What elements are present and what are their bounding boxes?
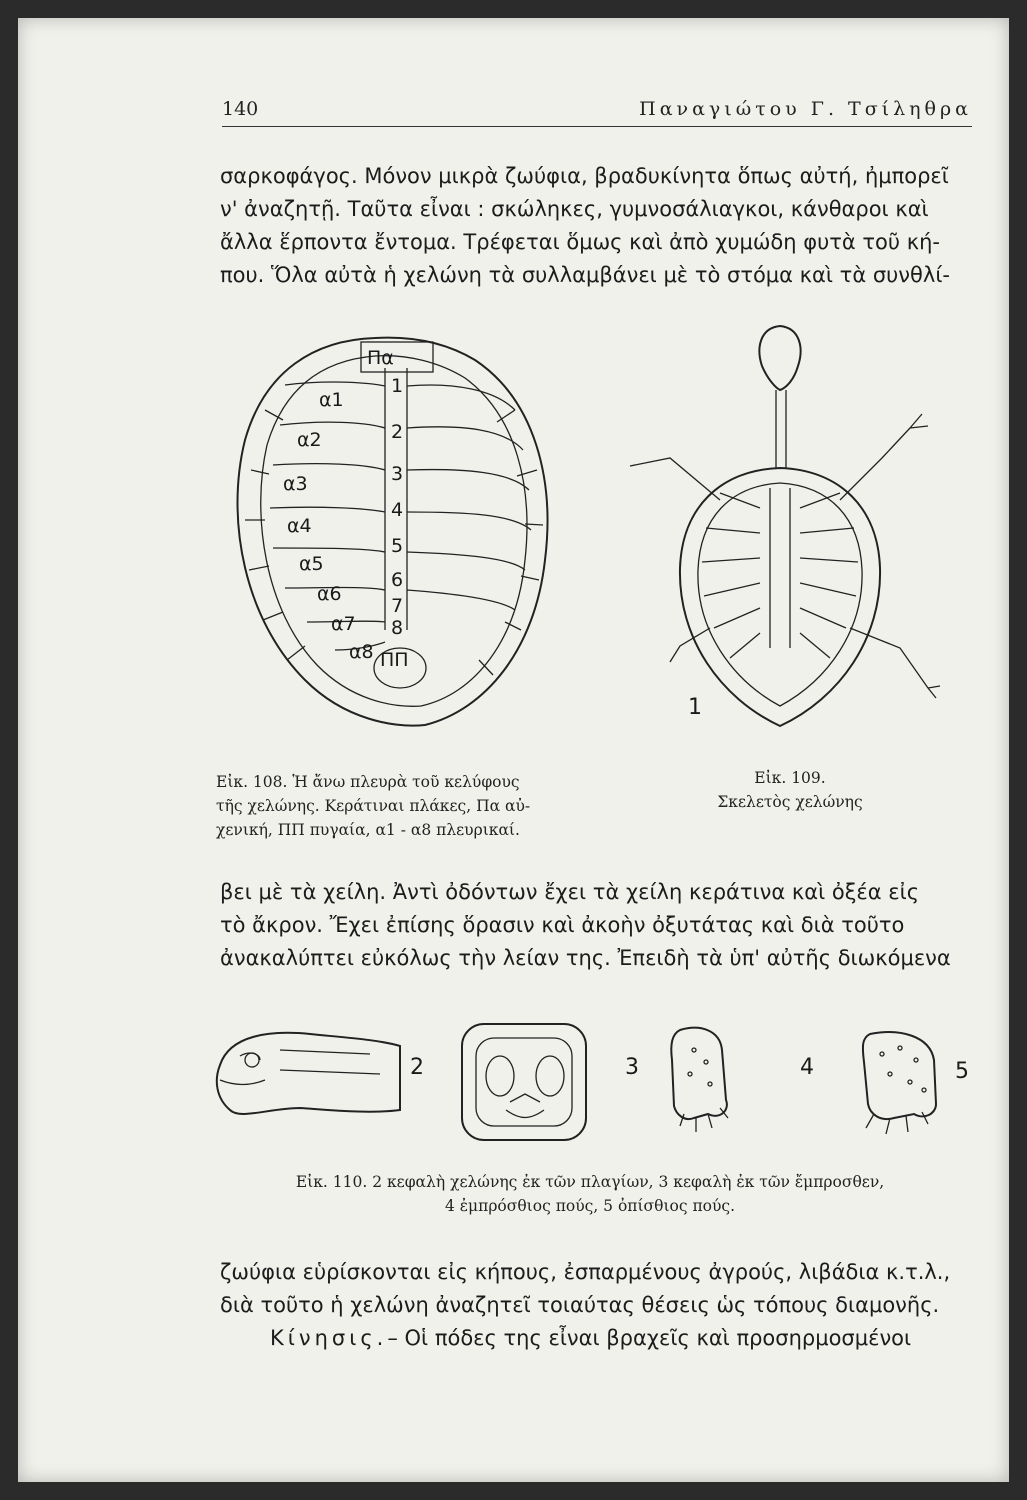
running-head [222,96,972,127]
text-line: – Οἱ πόδες της εἶναι βραχεῖς καὶ προσηρμοσμένοι [387,1326,912,1350]
label-pleural: α8 [349,641,374,663]
skeleton-shell [680,468,880,726]
turtle-head-side [217,1033,400,1114]
neck-vertebrae [776,390,786,468]
text-line-heading [220,1322,976,1355]
skeleton-shell-inner [698,483,862,706]
caption-line: Εἰκ. 108. Ἡ ἄνω πλευρὰ τοῦ κελύφους [216,773,520,791]
caption-fig-108 [216,770,530,842]
figure-110-row [210,1010,980,1160]
caption-line: χενική, ΠΠ πυγαία, α1 - α8 πλευρικαί. [216,821,520,839]
label-vertebral: 3 [391,463,404,485]
text-line: ἄλλα ἕρποντα ἔντομα. Τρέφεται ὅμως καὶ ἀπὸ χυμώδη φυτὰ τοῦ κή- [220,230,940,254]
skull [759,326,800,390]
text-line: βει μὲ τὰ χείλη. Ἀντὶ ὀδόντων ἔχει τὰ χείλη κεράτινα καὶ ὀξέα εἰς [220,880,920,904]
label-pleural: α5 [299,553,324,575]
caption-line: Σκελετὸς χελώνης [717,793,863,811]
text-line: τὸ ἄκρον. Ἔχει ἐπίσης ὅρασιν καὶ ἀκοὴν ὀξυτάτας καὶ διὰ τοῦτο [220,913,905,937]
label-pleural: α2 [297,429,322,451]
figure-108-carapace [225,330,565,740]
label-pleural: α1 [319,389,344,411]
label-vertebral: 6 [391,569,404,591]
caption-line: τῆς χελώνης. Κεράτιναι πλάκες, Πα αὐ- [216,797,531,815]
paragraph-middle [220,876,976,975]
label-vertebral: 2 [391,421,404,443]
text-line: ζωύφια εὑρίσκονται εἰς κήπους, ἐσπαρμένους ἀγρούς, λιβάδια κ.τ.λ., [220,1260,951,1284]
figure-109-skeleton [610,318,960,738]
section-heading: Κίνησις. [270,1326,388,1350]
label-vertebral: 7 [391,595,404,617]
text-line: ν' ἀναζητῇ. Ταῦτα εἶναι : σκώληκες, γυμνοσάλιαγκοι, κάνθαροι καὶ [220,197,929,221]
label-vertebral: 4 [391,499,404,521]
label-pygal: ΠΠ [380,649,409,671]
caption-line: 4 ἐμπρόσθιος πούς, 5 ὀπίσθιος πούς. [444,1197,736,1215]
text-line: σαρκοφάγος. Μόνον μικρὰ ζωύφια, βραδυκίνητα ὅπως αὐτή, ἠμπορεῖ [220,164,949,188]
text-line: διὰ τοῦτο ἡ χελώνη ἀναζητεῖ τοιαύτας θέσεις ὡς τόπους διαμονῆς. [220,1293,940,1317]
page-number: 140 [222,98,259,120]
label-pleural: α4 [287,515,312,537]
label-pleural: α7 [331,613,356,635]
figure-110-number: 5 [955,1059,969,1084]
ribs [702,493,858,658]
caption-fig-110 [230,1170,950,1218]
figure-110-number: 3 [625,1055,639,1080]
label-vertebral: 8 [391,617,404,639]
paragraph-bottom [220,1256,976,1355]
label-vertebral: 5 [391,535,404,557]
figure-110-number: 4 [800,1055,814,1080]
caption-fig-109 [690,766,890,814]
front-limbs [630,414,928,500]
caption-line: Εἰκ. 109. [754,769,826,787]
label-nuchal: Πα [367,347,394,369]
turtle-head-front [462,1024,586,1140]
text-line: ἀνακαλύπτει εὐκόλως τὴν λείαν της. Ἐπειδὴ τὰ ὑπ' αὐτῆς διωκόμενα [220,946,951,970]
hind-foot [863,1032,936,1134]
caption-line: Εἰκ. 110. 2 κεφαλὴ χελώνης ἐκ τῶν πλαγίων, 3 κεφαλὴ ἐκ τῶν ἔμπροσθεν, [295,1173,885,1191]
paragraph-top [220,160,976,292]
figure-109-marker: 1 [688,695,702,720]
label-pleural: α6 [317,583,342,605]
spine [770,488,790,648]
running-title: Παναγιώτου Γ. Τσίληθρα [639,98,972,120]
text-line: που. Ὅλα αὐτὰ ἡ χελώνη τὰ συλλαμβάνει μὲ τὸ στόμα καὶ τὰ συνθλί- [220,263,950,287]
hind-limbs [670,628,940,698]
label-vertebral: 1 [391,375,404,397]
figure-110-number: 2 [410,1055,424,1080]
front-foot [671,1028,728,1132]
label-pleural: α3 [283,473,308,495]
